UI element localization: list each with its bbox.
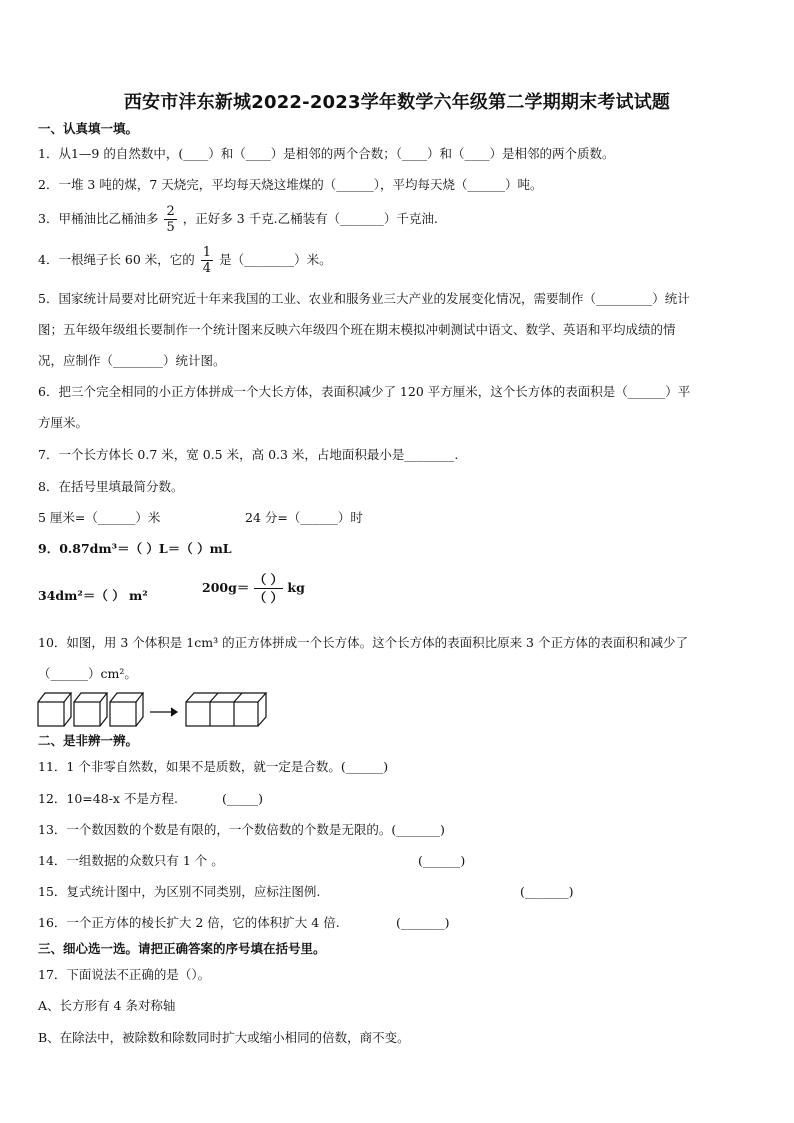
question-9c-unit: kg — [287, 580, 305, 595]
fraction-numerator: 1 — [202, 245, 212, 260]
cube-icon — [110, 693, 143, 726]
question-2: 2．一堆 3 吨的煤，7 天烧完，平均每天烧这堆煤的（______），平均每天烧（______）吨。 — [38, 177, 543, 192]
section-2-heading: 二、是非辨一辨。 — [38, 733, 139, 748]
blank-denominator: （ ） — [253, 590, 284, 605]
question-5-line-2: 图；五年级年级组长要制作一个统计图来反映六年级四个班在期末模拟冲刺测试中语文、数学、英语和平均成绩的情 — [38, 322, 676, 337]
fraction-2-5 — [164, 204, 176, 235]
question-9c-left: 200g＝ — [202, 580, 250, 595]
section-1-heading: 一、认真填一填。 — [38, 121, 139, 136]
question-8b: 24 分=（______）时 — [245, 510, 363, 525]
fraction-denominator: 4 — [202, 261, 212, 276]
cubes-diagram — [36, 690, 276, 730]
question-8a: 5 厘米=（______）米 — [38, 510, 161, 525]
question-16: 16．一个正方体的棱长扩大 2 倍，它的体积扩大 4 倍. — [38, 915, 340, 930]
arrow-right-icon — [150, 708, 177, 716]
question-10-line-2: （______）cm²。 — [38, 666, 137, 681]
question-10-line-1: 10．如图，用 3 个体积是 1cm³ 的正方体拼成一个长方体。这个长方体的表面积比原来 3 个正方体的表面积和减少了 — [38, 635, 688, 650]
cube-icon — [74, 693, 107, 726]
question-17: 17．下面说法不正确的是（）。 — [38, 967, 211, 982]
question-4-text-before: 4．一根绳子长 60 米，它的 — [38, 252, 195, 267]
question-9b: 34dm²＝（ ） m² — [38, 588, 148, 603]
option-a: A、长方形有 4 条对称轴 — [38, 998, 176, 1013]
question-5-line-3: 况，应制作（________）统计图。 — [38, 353, 226, 368]
question-11: 11．1 个非零自然数，如果不是质数，就一定是合数。(______) — [38, 759, 389, 774]
question-3-text-before: 3．甲桶油比乙桶油多 — [38, 211, 159, 226]
option-b: B、在除法中，被除数和除数同时扩大或缩小相同的倍数，商不变。 — [38, 1030, 410, 1045]
question-5-line-1: 5．国家统计局要对比研究近十年来我国的工业、农业和服务业三大产业的发展变化情况，需要制作（_________）统计 — [38, 291, 690, 306]
question-16-blank: (_______) — [396, 915, 450, 930]
question-1: 1．从1—9 的自然数中，(____）和（____）是相邻的两个合数；（____）和（____）是相邻的两个质数。 — [38, 146, 615, 161]
question-9a: 9．0.87dm³＝（ ）L＝（ ）mL — [38, 541, 232, 556]
question-4-text-after: 是（________）米。 — [219, 252, 332, 267]
question-6-line-1: 6．把三个完全相同的小正方体拼成一个大长方体，表面积减少了 120 平方厘米，这个长方体的表面积是（______）平 — [38, 384, 691, 399]
question-14: 14．一组数据的众数只有 1 个 。 — [38, 853, 224, 868]
blank-fraction — [254, 571, 283, 606]
fraction-numerator: 2 — [166, 204, 175, 219]
question-9c — [202, 571, 305, 606]
fraction-denominator: 5 — [166, 220, 175, 235]
question-12: 12．10=48-x 不是方程. — [38, 791, 178, 806]
cube-icon — [38, 693, 71, 726]
question-8: 8．在括号里填最简分数。 — [38, 479, 184, 494]
question-3 — [38, 204, 438, 235]
question-12-blank: (_____) — [222, 791, 264, 806]
question-13: 13．一个数因数的个数是有限的，一个数倍数的个数是无限的。(_______) — [38, 822, 445, 837]
fraction-1-4 — [201, 245, 213, 276]
question-3-text-after: ，正好多 3 千克.乙桶装有（_______）千克油. — [182, 211, 438, 226]
question-15: 15．复式统计图中，为区别不同类别，应标注图例. — [38, 884, 321, 899]
question-6-line-2: 方厘米。 — [38, 415, 89, 430]
blank-numerator: （ ） — [253, 572, 284, 587]
question-15-blank: (_______) — [520, 884, 574, 899]
page-title: 西安市沣东新城2022-2023学年数学六年级第二学期期末考试试题 — [123, 92, 671, 113]
cuboid-icon — [186, 693, 266, 726]
question-7: 7．一个长方体长 0.7 米，宽 0.5 米，高 0.3 米，占地面积最小是________. — [38, 447, 459, 462]
question-14-blank: (______) — [418, 853, 466, 868]
question-4 — [38, 245, 332, 276]
section-3-heading: 三、细心选一选。请把正确答案的序号填在括号里。 — [38, 941, 326, 956]
